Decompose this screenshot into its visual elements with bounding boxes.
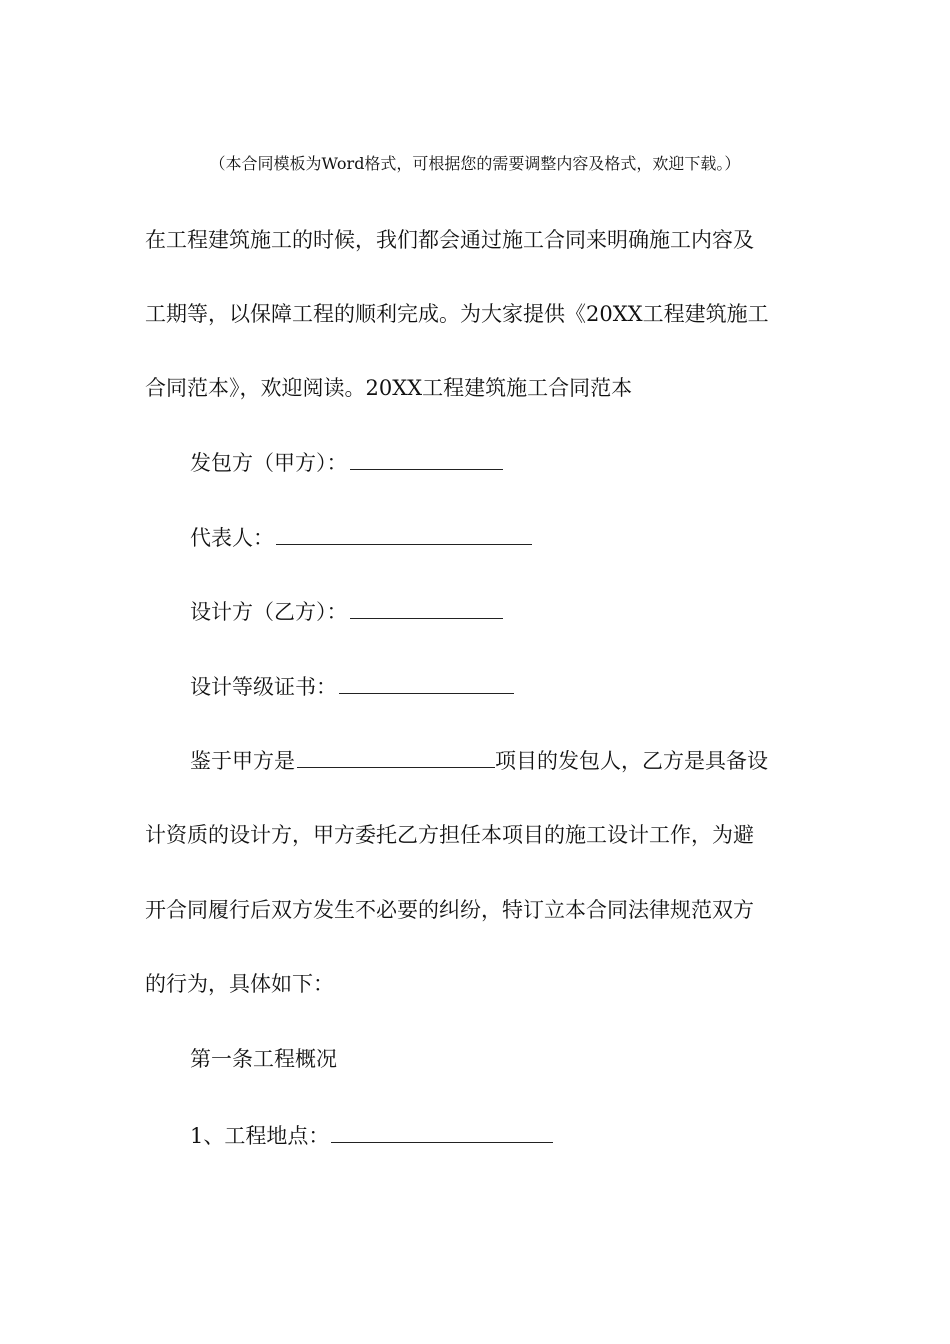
designer-field xyxy=(190,596,503,628)
designer-label: 设计方（乙方）： xyxy=(190,600,348,624)
representative-field xyxy=(190,522,532,554)
designer-blank[interactable] xyxy=(350,596,503,619)
project-name-blank[interactable] xyxy=(297,745,495,768)
recital-prefix: 鉴于甲方是 xyxy=(190,749,295,773)
employer-blank[interactable] xyxy=(350,447,503,470)
recital-line-3: 开合同履行后双方发生不必要的纠纷，特订立本合同法律规范双方 xyxy=(145,898,754,922)
intro-line-2: 工期等，以保障工程的顺利完成。为大家提供《20XX工程建筑施工 xyxy=(145,302,769,326)
project-location-label: 1、工程地点： xyxy=(190,1124,330,1148)
representative-label: 代表人： xyxy=(190,526,274,550)
project-location-field xyxy=(190,1120,553,1152)
employer-field xyxy=(190,447,503,479)
recital-line-2: 计资质的设计方，甲方委托乙方担任本项目的施工设计工作，为避 xyxy=(145,823,754,847)
recital-suffix: 项目的发包人，乙方是具备设 xyxy=(495,749,768,773)
recital-line-4: 的行为，具体如下： xyxy=(145,972,334,996)
template-note: （本合同模板为Word格式，可根据您的需要调整内容及格式，欢迎下载。） xyxy=(209,154,741,173)
project-location-blank[interactable] xyxy=(331,1120,553,1143)
article-1-heading: 第一条工程概况 xyxy=(190,1047,337,1071)
representative-blank[interactable] xyxy=(276,522,532,545)
recital-line-1 xyxy=(190,745,768,777)
employer-label: 发包方（甲方）： xyxy=(190,451,348,475)
certificate-blank[interactable] xyxy=(339,671,514,694)
certificate-label: 设计等级证书： xyxy=(190,675,337,699)
intro-line-1: 在工程建筑施工的时候，我们都会通过施工合同来明确施工内容及 xyxy=(145,228,754,252)
certificate-field xyxy=(190,671,514,703)
intro-line-3: 合同范本》，欢迎阅读。20XX工程建筑施工合同范本 xyxy=(145,376,633,400)
